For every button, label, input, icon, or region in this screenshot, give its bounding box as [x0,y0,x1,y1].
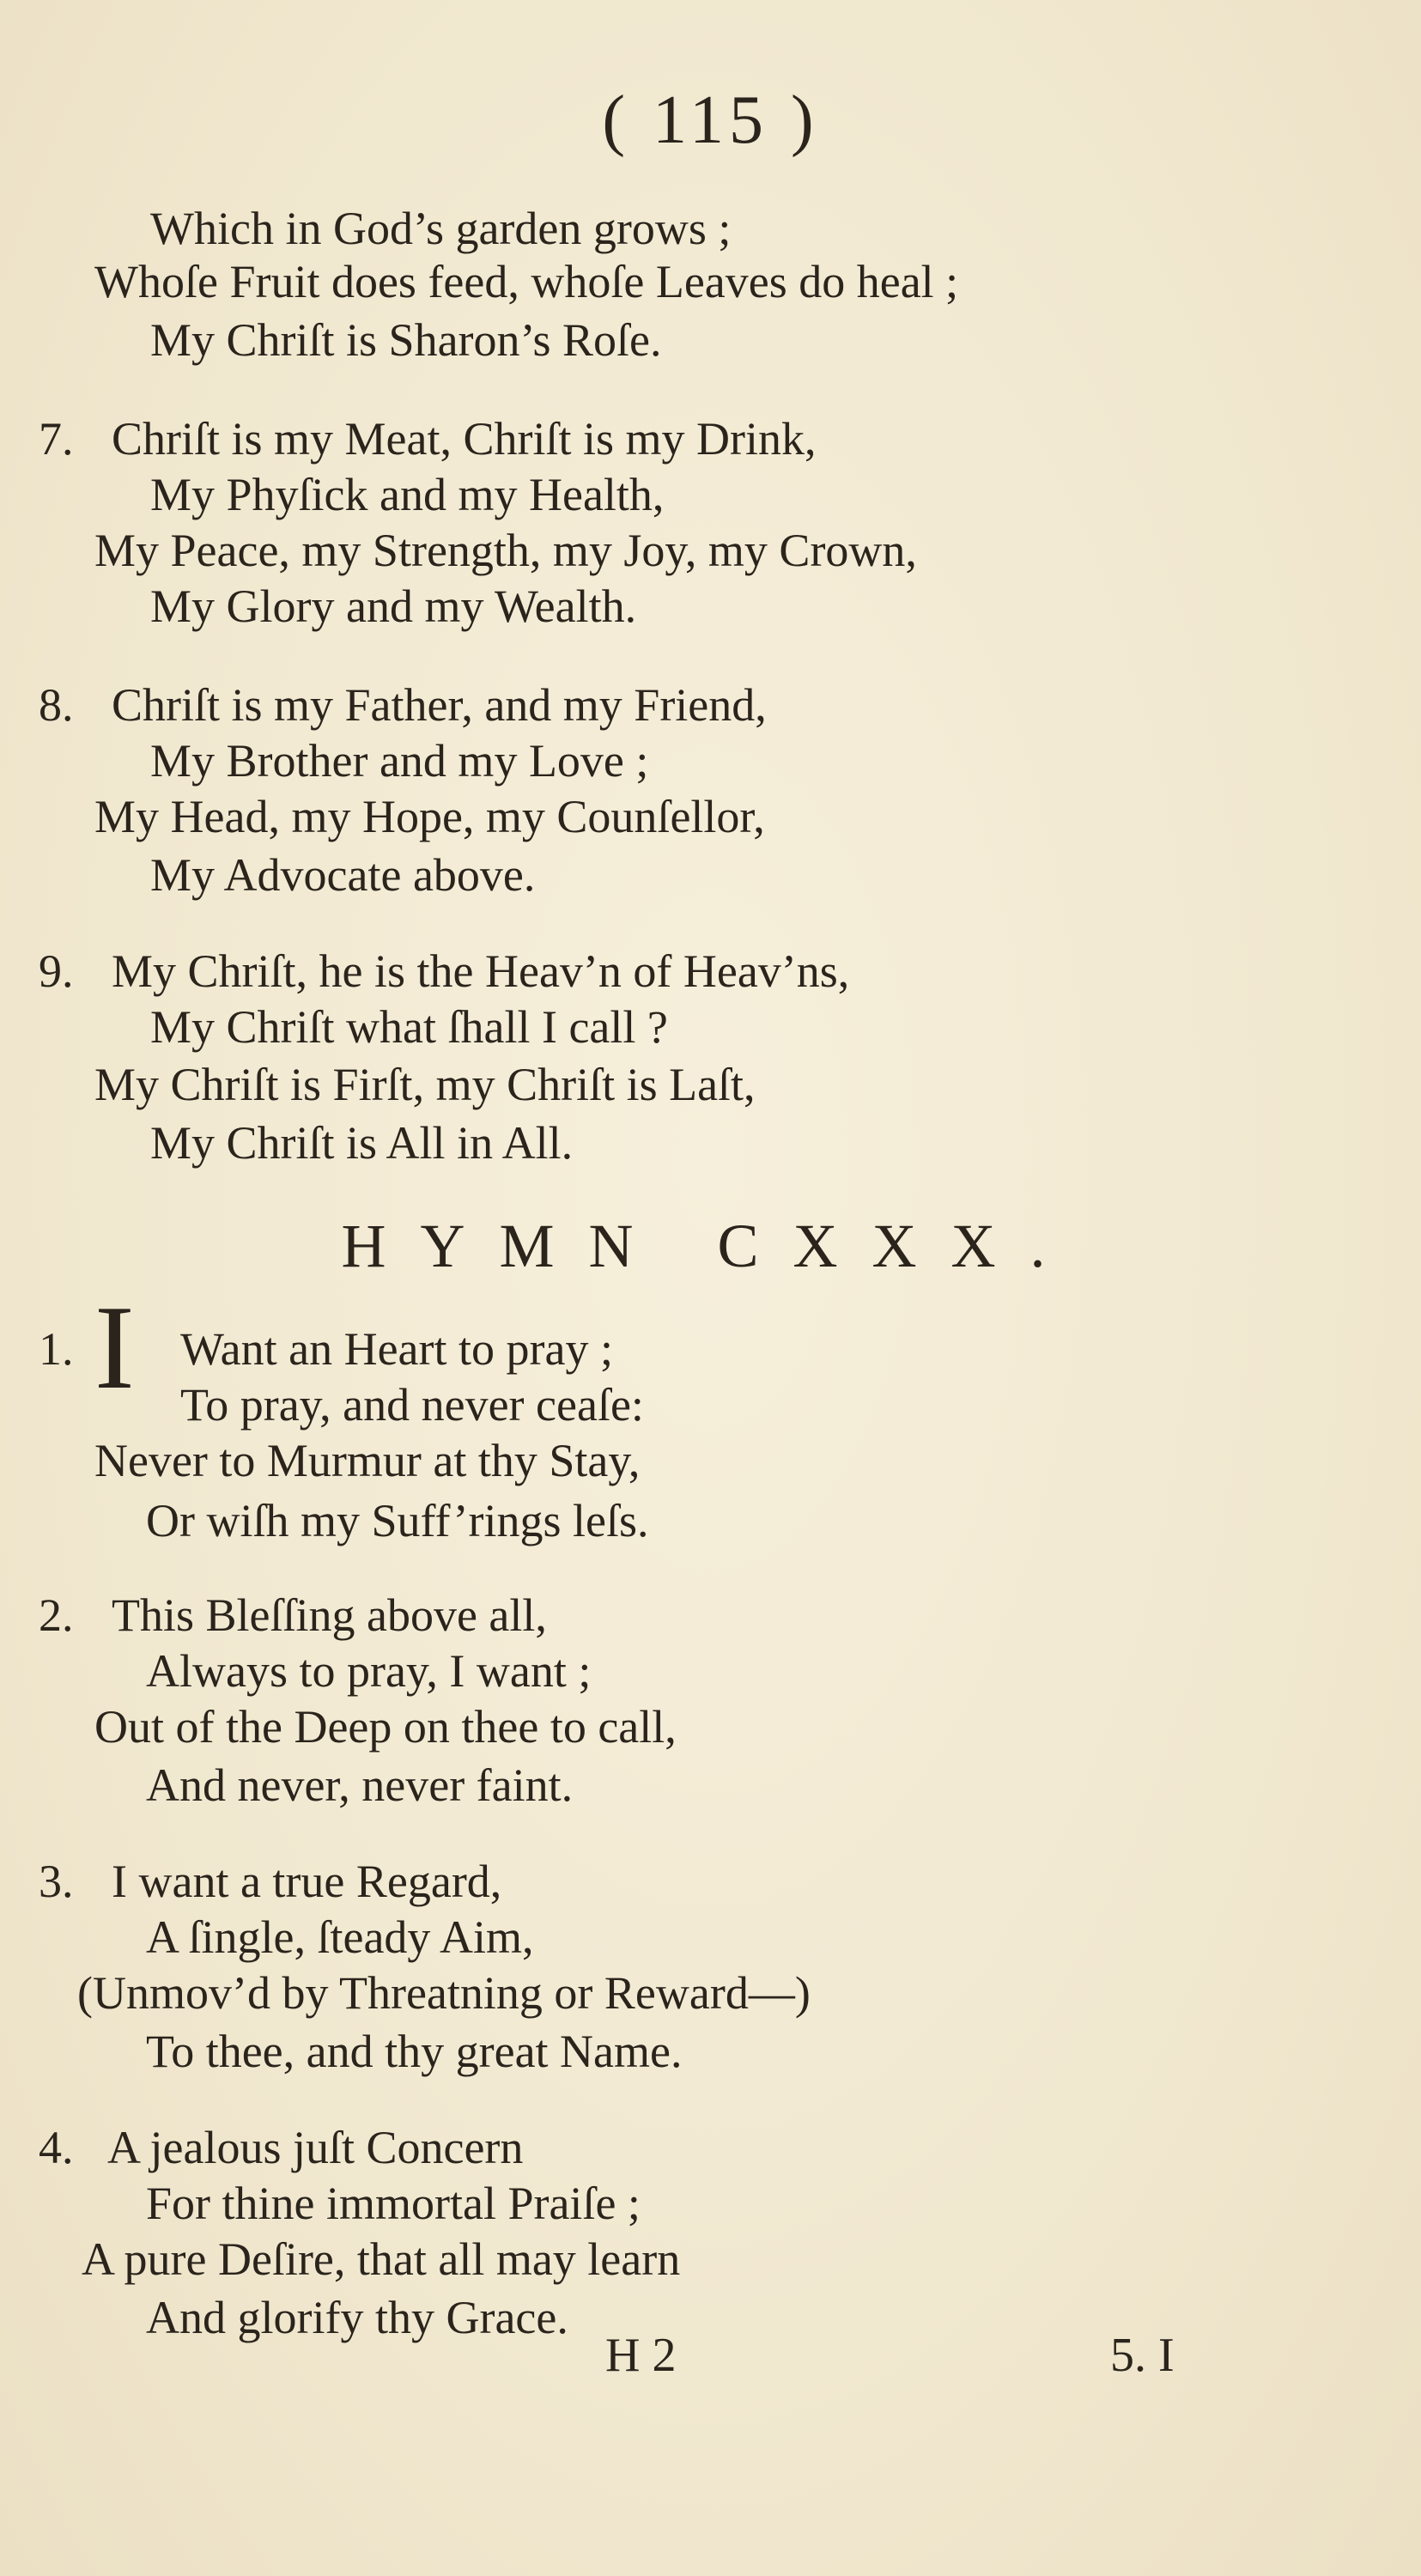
stanza-number: 9. [39,945,74,997]
stanza-number: 2. [39,1589,74,1641]
text-line: My Head, my Hope, my Counſellor, [94,791,765,842]
text-line: Want an Heart to pray ; [180,1323,613,1375]
stanza-number: 4. [39,2122,74,2173]
page-number: ( 115 ) [602,82,819,158]
text-line: My Chriſt is Sharon’s Roſe. [150,314,662,366]
text-line: A pure Deſire, that all may learn [82,2233,681,2285]
text-line: Chriſt is my Father, and my Friend, [112,679,767,731]
text-line: (Unmov’d by Threatning or Reward—) [77,1967,811,2019]
text-line: I want a true Regard, [112,1856,502,1907]
text-line: And glorify thy Grace. [146,2292,568,2343]
text-line: Chriſt is my Meat, Chriſt is my Drink, [112,413,817,465]
text-line: My Chriſt what ſhall I call ? [150,1001,668,1053]
text-line: This Bleſſing above all, [112,1589,547,1641]
stanza-number: 1. [39,1323,74,1375]
text-line: Always to pray, I want ; [146,1645,592,1697]
text-line: Never to Murmur at thy Stay, [94,1435,641,1486]
text-line: My Peace, my Strength, my Joy, my Crown, [94,525,917,576]
text-line: And never, never faint. [146,1759,574,1811]
text-line: A jealous juſt Concern [107,2122,524,2173]
text-line: My Advocate above. [150,849,536,901]
signature-mark: H 2 [605,2329,677,2382]
text-line: For thine immortal Praiſe ; [146,2178,641,2229]
text-line: Out of the Deep on thee to call, [94,1701,677,1753]
text-line: To pray, and never ceaſe: [180,1379,644,1431]
stanza-number: 7. [39,413,74,465]
text-line: My Chriſt is All in All. [150,1117,574,1169]
text-line: Or wiſh my Suff’rings leſs. [146,1495,649,1546]
text-line: A ſingle, ſteady Aim, [146,1911,534,1963]
text-line: My Phyſick and my Health, [150,469,665,520]
text-line: My Glory and my Wealth. [150,580,637,632]
text-line: My Brother and my Love ; [150,735,649,787]
stanza-number: 3. [39,1856,74,1907]
hymn-title: HYMN CXXX. [341,1212,1080,1280]
catchword: 5. I [1110,2329,1175,2382]
text-line: My Chriſt, he is the Heav’n of Heav’ns, [112,945,850,997]
text-line: To thee, and thy great Name. [146,2026,683,2077]
drop-cap: I [94,1281,135,1414]
stanza-number: 8. [39,679,74,731]
text-line: Whoſe Fruit does feed, whoſe Leaves do heal ; [94,256,959,307]
text-line: Which in God’s garden grows ; [150,203,732,254]
text-line: My Chriſt is Firſt, my Chriſt is Laſt, [94,1059,756,1110]
